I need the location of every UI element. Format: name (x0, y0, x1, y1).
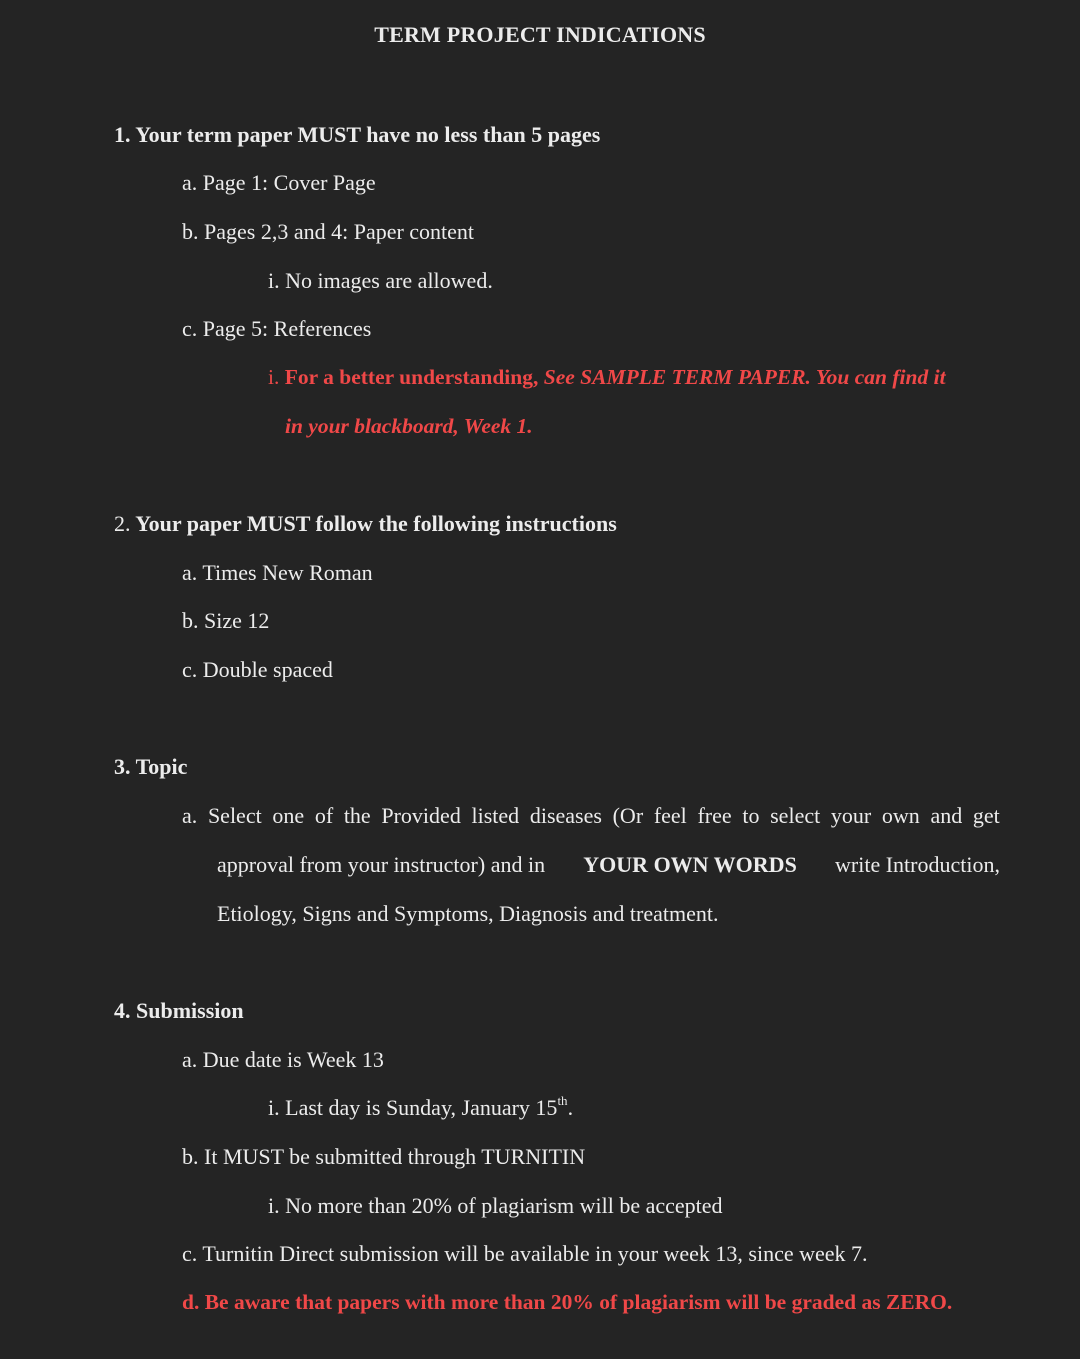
list-marker: i. (268, 1095, 280, 1120)
topic-paragraph-line-3: Etiology, Signs and Symptoms, Diagnosis and treatment. (217, 901, 719, 926)
list-marker: a. (182, 170, 198, 195)
list-item-text: Times New Roman (202, 560, 373, 585)
list-item-text: Pages 2,3 and 4: Paper content (204, 219, 475, 244)
section-3-heading-text: Topic (135, 754, 188, 779)
plagiarism-warning (182, 1292, 952, 1314)
word: select (770, 803, 821, 828)
word: own (881, 803, 920, 828)
list-item-text: No more than 20% of plagiarism will be accepted (285, 1193, 723, 1218)
word: get (972, 803, 1000, 828)
list-marker: c. (182, 657, 198, 682)
word: Select (207, 803, 262, 828)
sample-paper-note-continued: in your blackboard, Week 1. (285, 414, 533, 438)
list-marker: i. (268, 268, 280, 293)
list-subitem (268, 1195, 723, 1217)
word: and (930, 803, 963, 828)
section-4-heading (114, 1000, 244, 1022)
list-item-text: Size 12 (204, 608, 270, 633)
list-marker: a. (182, 560, 198, 585)
list-marker: b. (182, 608, 199, 633)
section-1-heading-text: Your term paper MUST have no less than 5 pages (135, 122, 601, 147)
section-4-heading-text: Submission (136, 998, 244, 1023)
note-italic-text: See SAMPLE TERM PAPER. You can find it (543, 365, 946, 389)
section-1-number: 1. (114, 122, 131, 147)
section-2-heading-text: Your paper MUST follow the following instructions (135, 511, 617, 536)
note-bold-text: For a better understanding, (284, 365, 539, 389)
list-item-text: Due date is Week 13 (202, 1047, 384, 1072)
word: of (314, 803, 334, 828)
list-item (182, 659, 333, 681)
list-marker: a. (182, 803, 198, 828)
section-1-heading (114, 124, 600, 146)
section-2-heading (114, 513, 617, 535)
list-marker: d. (182, 1290, 200, 1314)
word: diseases (529, 803, 602, 828)
section-4-number: 4. (114, 998, 131, 1023)
list-item-text: Last day is Sunday, January 15 (285, 1095, 558, 1120)
word: free (697, 803, 732, 828)
word: listed (471, 803, 520, 828)
list-item (182, 1146, 585, 1168)
list-subitem (268, 270, 493, 292)
list-marker: c. (182, 316, 198, 341)
list-item (182, 610, 269, 632)
word: your (830, 803, 872, 828)
topic-paragraph-line-2 (217, 854, 1000, 876)
list-item (182, 172, 376, 194)
list-marker: b. (182, 219, 199, 244)
word: one (272, 803, 305, 828)
list-item (182, 1049, 384, 1071)
section-3-number: 3. (114, 754, 131, 779)
list-marker: a. (182, 1047, 198, 1072)
list-item-text: Double spaced (202, 657, 333, 682)
list-item-text: Page 5: References (202, 316, 372, 341)
page-title: TERM PROJECT INDICATIONS (374, 22, 706, 47)
list-item (182, 1243, 868, 1265)
word: (Or (612, 803, 644, 828)
topic-text: write Introduction, (835, 852, 1000, 877)
list-marker: i. (268, 365, 280, 389)
topic-text: approval from your instructor) and in (217, 852, 546, 877)
list-item (182, 318, 371, 340)
list-item-text: It MUST be submitted through TURNITIN (204, 1144, 586, 1169)
word: to (742, 803, 760, 828)
section-3-heading (114, 756, 187, 778)
list-marker: i. (268, 1193, 280, 1218)
list-item-text: Turnitin Direct submission will be available in your week 13, since week 7. (202, 1241, 868, 1266)
sample-paper-note (268, 367, 946, 389)
ordinal-suffix: th (557, 1093, 568, 1108)
section-2-number: 2. (114, 511, 131, 536)
list-subitem (268, 1093, 574, 1120)
list-item (182, 221, 474, 243)
list-item-text: Page 1: Cover Page (202, 170, 376, 195)
word: the (343, 803, 371, 828)
topic-paragraph-line-1 (182, 805, 1000, 827)
word: Provided (381, 803, 461, 828)
list-marker: b. (182, 1144, 199, 1169)
punctuation: . (567, 1095, 574, 1120)
topic-emphasis: YOUR OWN WORDS (583, 852, 797, 877)
word: feel (653, 803, 687, 828)
warning-text: Be aware that papers with more than 20% of plagiarism will be graded as ZERO. (204, 1290, 953, 1314)
list-marker: c. (182, 1241, 198, 1266)
list-item-text: No images are allowed. (285, 268, 493, 293)
list-item (182, 562, 373, 584)
